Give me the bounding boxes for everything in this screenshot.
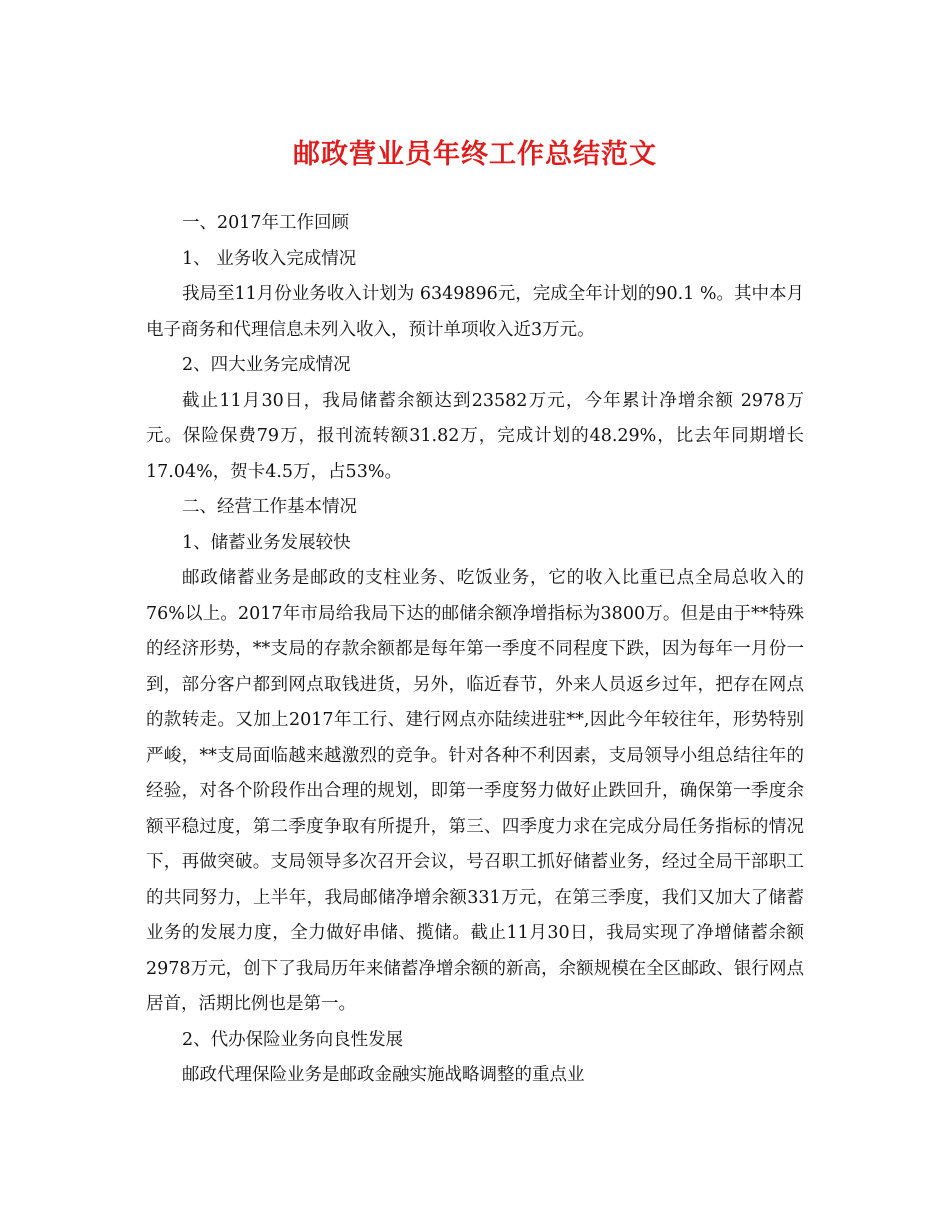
subheading-savings: 1、储蓄业务发展较快 — [182, 532, 351, 553]
section-heading-review: 一、2017年工作回顾 — [182, 213, 350, 233]
document-body — [146, 206, 804, 1094]
paragraph-insurance: 邮政代理保险业务是邮政金融实施战略调整的重点业 — [182, 1065, 585, 1085]
paragraph-four-businesses: 截止11月30日，我局储蓄余额达到23582万元，今年累计净增余额 2978万元。保险保费79万，报刊流转额31.82万，完成计划的48.29%，比去年同期增长17.04%，贺卡4.5万，占53%。 — [146, 390, 804, 482]
paragraph-revenue: 我局至11月份业务收入计划为 6349896元，完成全年计划的90.1 %。其中本月电子商务和代理信息未列入收入，预计单项收入近3万元。 — [146, 284, 804, 340]
document-title: 邮政营业员年终工作总结范文 — [293, 139, 657, 170]
subheading-four-businesses: 2、四大业务完成情况 — [182, 355, 351, 375]
section-heading-operations: 二、经营工作基本情况 — [182, 497, 357, 517]
subheading-insurance: 2、代办保险业务向良性发展 — [182, 1029, 404, 1050]
subheading-revenue: 1、 业务收入完成情况 — [182, 248, 357, 269]
paragraph-savings: 邮政储蓄业务是邮政的支柱业务、吃饭业务，它的收入比重已点全局总收入的76%以上。2017年市局给我局下达的邮储余额净增指标为3800万。但是由于**特殊的经济形势，**支局的存款余额都是每年第一季度不同程度下跌，因为每年一月份一到，部分客户都到网点取钱进货，另外，临近春节，外来人员返乡过年，把存在网点的款转走。又加上2017年工行、建行网点亦陆续进驻**,因此今年较往年，形势特别严峻，**支局面临越来越激烈的竞争。针对各种不利因素，支局领导小组总结往年的经验，对各个阶段作出合理的规划，即第一季度努力做好止跌回升，确保第一季度余额平稳过度，第二季度争取有所提升，第三、四季度力求在完成分局任务指标的情况下，再做突破。支局领导多次召开会议，号召职工抓好储蓄业务，经过全局干部职工的共同努力，上半年，我局邮储净增余额331万元，在第三季度，我们又加大了储蓄业务的发展力度，全力做好串储、揽储。截止11月30日，我局实现了净增储蓄余额2978万元，创下了我局历年来储蓄净增余额的新高，余额规模在全区邮政、银行网点居首，活期比例也是第一。 — [146, 568, 804, 1014]
